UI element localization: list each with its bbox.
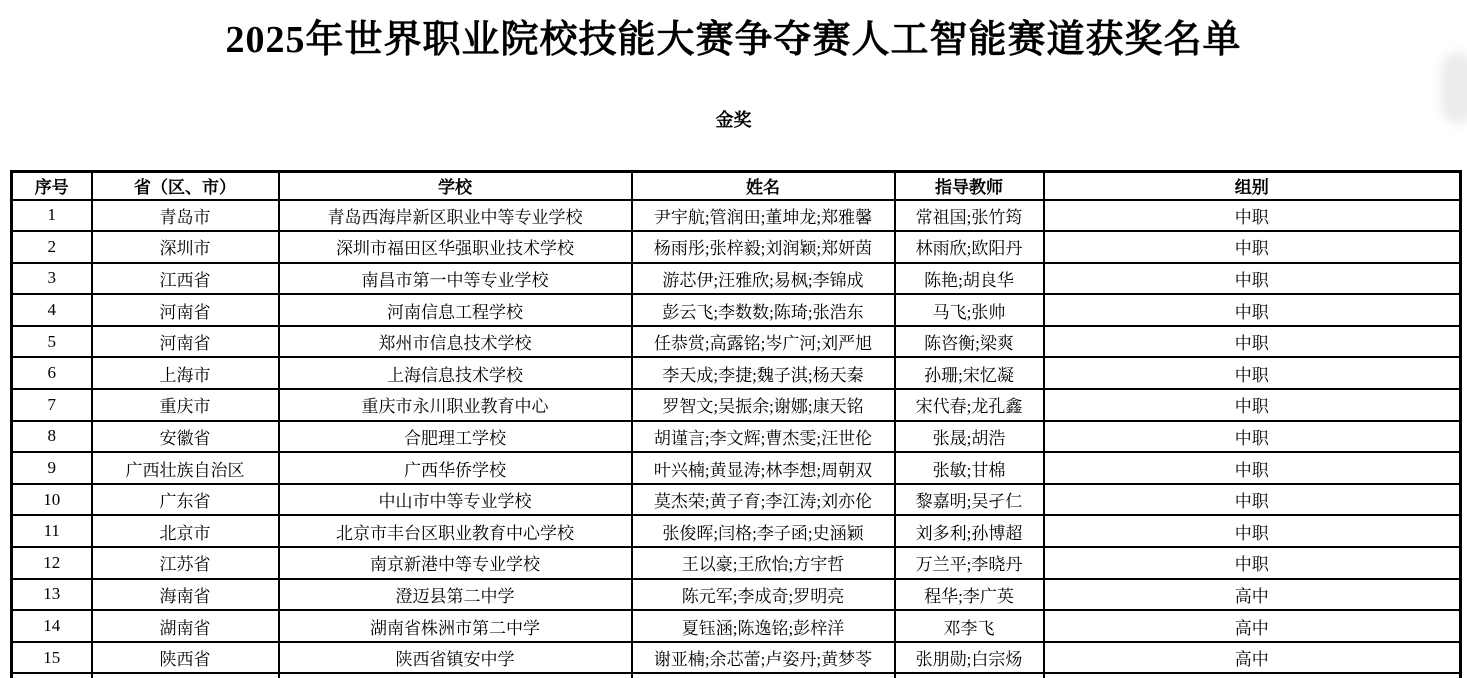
header-cell-names: 姓名 [632,172,895,200]
cell-names: 彭云飞;李数数;陈琦;张浩东 [632,294,895,326]
table-row [12,484,1461,516]
cell-province: 陕西省 [92,642,279,674]
cell-names: 任恭赏;高露铭;岑广河;刘严旭 [632,326,895,358]
cell-teachers: 张敏;甘棉 [895,452,1044,484]
cell-school [279,673,632,678]
table-row [12,294,1461,326]
cell-index: 13 [12,579,92,611]
table-row [12,673,1461,678]
cell-index: 9 [12,452,92,484]
table-row [12,357,1461,389]
cell-group: 中职 [1044,200,1461,232]
cell-teachers: 张晟;胡浩 [895,421,1044,453]
cell-province: 河南省 [92,294,279,326]
cell-province: 广东省 [92,484,279,516]
cell-school: 南京新港中等专业学校 [279,547,632,579]
cell-group: 中职 [1044,421,1461,453]
header-cell-index: 序号 [12,172,92,200]
award-section-label: 金奖 [715,110,752,130]
cell-group: 高中 [1044,610,1461,642]
cell-school: 河南信息工程学校 [279,294,632,326]
cell-school: 广西华侨学校 [279,452,632,484]
cell-teachers: 马飞;张帅 [895,294,1044,326]
cell-province [92,673,279,678]
cell-group: 中职 [1044,389,1461,421]
cell-teachers: 邓李飞 [895,610,1044,642]
cell-teachers: 宋代春;龙孔鑫 [895,389,1044,421]
cell-index: 12 [12,547,92,579]
cell-names: 杨雨彤;张梓毅;刘润颖;郑妍茵 [632,231,895,263]
cell-province: 广西壮族自治区 [92,452,279,484]
table-row [12,547,1461,579]
cell-names: 陈元军;李成奇;罗明亮 [632,579,895,611]
table-row [12,452,1461,484]
cell-names: 夏钰涵;陈逸铭;彭梓洋 [632,610,895,642]
cell-teachers: 孙珊;宋忆凝 [895,357,1044,389]
table-header [12,172,1461,200]
cell-group: 高中 [1044,579,1461,611]
table-body [12,200,1461,678]
table-row [12,231,1461,263]
cell-teachers: 刘多利;孙博超 [895,515,1044,547]
cell-teachers: 常祖国;张竹筠 [895,200,1044,232]
cell-province: 上海市 [92,357,279,389]
cell-index: 15 [12,642,92,674]
cell-province: 安徽省 [92,421,279,453]
cell-index [12,673,92,678]
cell-teachers: 黎嘉明;吴孑仁 [895,484,1044,516]
award-table [10,170,1462,678]
cell-province: 青岛市 [92,200,279,232]
cell-school: 北京市丰台区职业教育中心学校 [279,515,632,547]
cell-names: 王以豪;王欣怡;方宇哲 [632,547,895,579]
cell-province: 海南省 [92,579,279,611]
table-row [12,610,1461,642]
cell-school: 重庆市永川职业教育中心 [279,389,632,421]
cell-school: 陕西省镇安中学 [279,642,632,674]
cell-names: 叶兴楠;黄显涛;林李想;周朝双 [632,452,895,484]
page-title: 2025年世界职业院校技能大赛争夺赛人工智能赛道获奖名单 [225,19,1242,61]
table-row [12,200,1461,232]
cell-teachers: 万兰平;李晓丹 [895,547,1044,579]
header-cell-school: 学校 [279,172,632,200]
header-cell-group: 组别 [1044,172,1461,200]
cell-group: 中职 [1044,515,1461,547]
cell-names: 张俊晖;闫格;李子函;史涵颖 [632,515,895,547]
cell-school: 澄迈县第二中学 [279,579,632,611]
cell-group: 中职 [1044,231,1461,263]
cell-names [632,673,895,678]
cell-names: 李天成;李捷;魏子淇;杨天秦 [632,357,895,389]
cell-group: 中职 [1044,263,1461,295]
cell-group [1044,673,1461,678]
cell-names: 罗智文;吴振余;谢娜;康天铭 [632,389,895,421]
cell-names: 胡谨言;李文辉;曹杰雯;汪世伦 [632,421,895,453]
cell-names: 莫杰荣;黄子育;李江涛;刘亦伦 [632,484,895,516]
header-cell-teachers: 指导教师 [895,172,1044,200]
cell-province: 江苏省 [92,547,279,579]
cell-province: 河南省 [92,326,279,358]
cell-index: 5 [12,326,92,358]
cell-index: 1 [12,200,92,232]
cell-school: 合肥理工学校 [279,421,632,453]
cell-teachers: 林雨欣;欧阳丹 [895,231,1044,263]
cell-index: 8 [12,421,92,453]
cell-index: 3 [12,263,92,295]
cell-group: 中职 [1044,294,1461,326]
header-cell-province: 省（区、市） [92,172,279,200]
cell-group: 中职 [1044,326,1461,358]
cell-index: 14 [12,610,92,642]
cell-teachers: 程华;李广英 [895,579,1044,611]
cell-teachers: 陈艳;胡良华 [895,263,1044,295]
cell-school: 深圳市福田区华强职业技术学校 [279,231,632,263]
cell-index: 10 [12,484,92,516]
cell-names: 尹宇航;管润田;董坤龙;郑雅馨 [632,200,895,232]
cell-group: 中职 [1044,484,1461,516]
table-row [12,515,1461,547]
cell-province: 北京市 [92,515,279,547]
table-row [12,579,1461,611]
cell-province: 江西省 [92,263,279,295]
cell-province: 湖南省 [92,610,279,642]
cell-names: 谢亚楠;余芯蕾;卢姿丹;黄梦苓 [632,642,895,674]
table-row [12,263,1461,295]
cell-school: 南昌市第一中等专业学校 [279,263,632,295]
cell-index: 2 [12,231,92,263]
cell-group: 中职 [1044,357,1461,389]
scrollbar-thumb[interactable] [1441,52,1467,124]
cell-names: 游芯伊;汪雅欣;易枫;李锦成 [632,263,895,295]
table-row [12,421,1461,453]
cell-group: 中职 [1044,547,1461,579]
table-row [12,326,1461,358]
cell-school: 青岛西海岸新区职业中等专业学校 [279,200,632,232]
cell-teachers: 陈咨衡;梁爽 [895,326,1044,358]
cell-province: 重庆市 [92,389,279,421]
table-row [12,389,1461,421]
cell-group: 高中 [1044,642,1461,674]
cell-index: 6 [12,357,92,389]
cell-teachers [895,673,1044,678]
cell-school: 中山市中等专业学校 [279,484,632,516]
cell-school: 湖南省株洲市第二中学 [279,610,632,642]
table-header-row [12,172,1461,200]
cell-group: 中职 [1044,452,1461,484]
cell-school: 上海信息技术学校 [279,357,632,389]
table-row [12,642,1461,674]
cell-province: 深圳市 [92,231,279,263]
cell-school: 郑州市信息技术学校 [279,326,632,358]
cell-teachers: 张朋勋;白宗炀 [895,642,1044,674]
cell-index: 7 [12,389,92,421]
cell-index: 4 [12,294,92,326]
cell-index: 11 [12,515,92,547]
